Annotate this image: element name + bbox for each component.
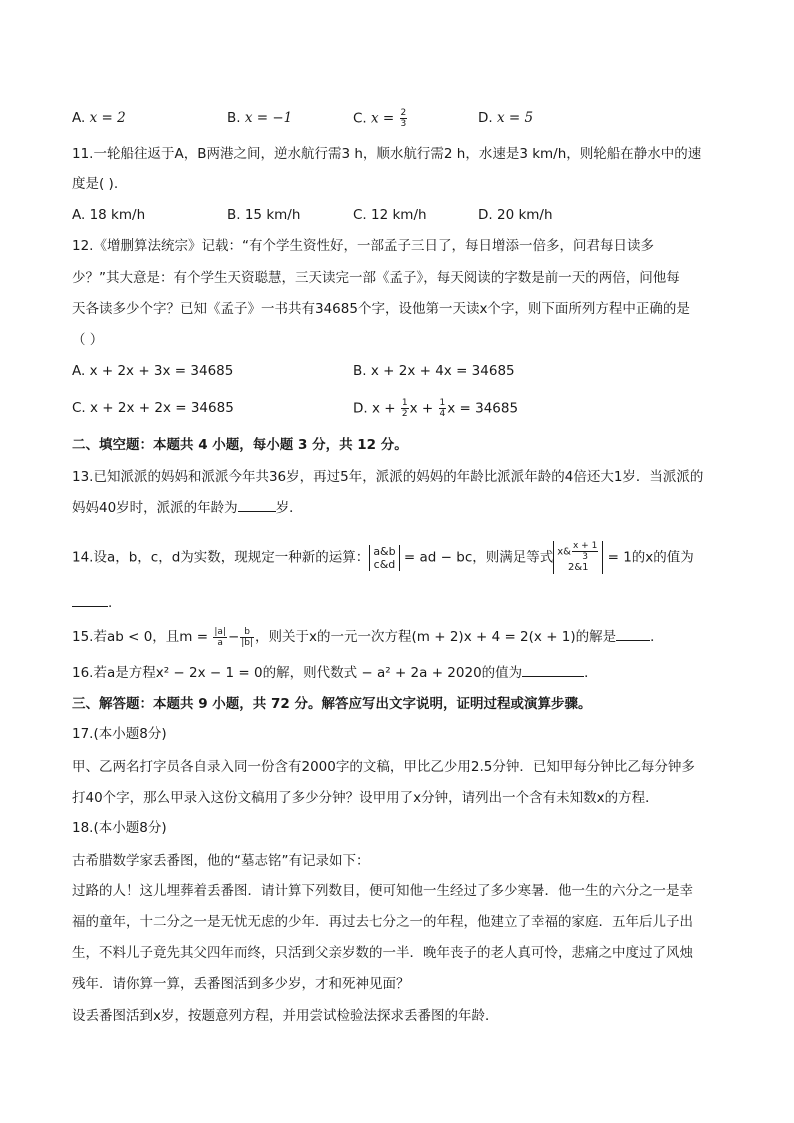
answer-blank xyxy=(616,626,650,641)
q10-option-b: B. x = −1 xyxy=(227,110,293,126)
q10-option-d: D. x = 5 xyxy=(478,110,534,126)
q14-stem-line1: 14.设a，b，c，d为实数，现规定一种新的运算： a&b c&d = ad − bc，则满足等式 x& $\frac{x + 1}{3}$ 2&1 = 1的x的值为 xyxy=(72,541,694,573)
determinant: x& $\frac{x + 1}{3}$ 2&1 xyxy=(553,541,603,574)
q14-stem-line2: . xyxy=(72,592,112,613)
fraction: $\frac{x + 1}{3}$ xyxy=(572,541,598,562)
q11-option-c: C. 12 km/h xyxy=(353,207,427,223)
q10-option-c: C. x = $\frac{2}{3}$ xyxy=(353,108,407,129)
q18-stem-line1: 古希腊数学家丢番图，他的“墓志铭”有记录如下： xyxy=(72,853,370,869)
section-2-heading: 二、填空题：本题共 4 小题，每小题 3 分，共 12 分。 xyxy=(72,437,408,453)
q17-stem-line2: 打40个字，那么甲录入这份文稿用了多少分钟？设甲用了x分钟，请列出一个含有未知数x的方程． xyxy=(72,790,659,806)
q15-stem: 15.若ab < 0，且m = $\frac{|a|}{a}$ − $\frac{b}{|b|}$ ，则关于x的一元一次方程(m + 2)x + 4 = 2(x + 1)的解是 ． xyxy=(72,626,664,648)
fraction: $\frac{1}{2}$ xyxy=(401,398,408,419)
answer-blank xyxy=(72,592,108,607)
q18-stem-line5: 残年．请你算一算，丢番图活到多少岁，才和死神见面？ xyxy=(72,976,410,992)
fraction: $\frac{|a|}{a}$ xyxy=(214,626,226,648)
q11-stem-line1: 11.一轮船往返于A，B两港之间，逆水航行需3 h，顺水航行需2 h，水速是3 km/h，则轮船在静水中的速 xyxy=(72,146,702,162)
q12-option-c: C. x + 2x + 2x = 34685 xyxy=(72,400,234,416)
q17-header: 17.(本小题8分) xyxy=(72,726,167,742)
q18-stem-line2: 过路的人！这儿埋葬着丢番图．请计算下列数目，便可知他一生经过了多少寒暑．他一生的六分之一是幸 xyxy=(72,883,693,899)
q12-stem-line1: 12.《增删算法统宗》记载：“有个学生资性好，一部孟子三日了，每日增添一倍多，问君每日读多 xyxy=(72,238,654,254)
q11-option-b: B. 15 km/h xyxy=(227,207,301,223)
q10-option-a: A. x = 2 xyxy=(72,110,126,126)
q16-stem: 16.若a是方程x² − 2x − 1 = 0的解，则代数式 − a² + 2a + 2020的值为 ． xyxy=(72,662,598,683)
q18-stem-line3: 福的童年，十二分之一是无忧无虑的少年．再过去七分之一的年程，他建立了幸福的家庭．五年后儿子出 xyxy=(72,914,693,930)
q13-stem-line2: 妈妈40岁时，派派的年龄为 岁． xyxy=(72,497,303,518)
determinant: a&b c&d xyxy=(369,545,399,571)
q18-stem-line4: 生，不料儿子竟先其父四年而终，只活到父亲岁数的一半．晚年丧子的老人真可怜，悲痛之中度过了风烛 xyxy=(72,945,693,961)
section-3-heading: 三、解答题：本题共 9 小题，共 72 分。解答应写出文字说明，证明过程或演算步骤。 xyxy=(72,696,592,712)
q12-option-b: B. x + 2x + 4x = 34685 xyxy=(353,363,515,379)
answer-blank xyxy=(238,497,276,512)
q18-stem-line6: 设丢番图活到x岁，按题意列方程，并用尝试检验法探求丢番图的年龄． xyxy=(72,1008,499,1024)
q11-option-a: A. 18 km/h xyxy=(72,207,146,223)
fraction: $\frac{b}{|b|}$ xyxy=(241,626,254,648)
q17-stem-line1: 甲、乙两名打字员各自录入同一份含有2000字的文稿，甲比乙少用2.5分钟．已知甲每分钟比乙每分钟多 xyxy=(72,759,695,775)
q12-stem-line3: 天各读多少个字？已知《孟子》一书共有34685个字，设他第一天读x个字，则下面所列方程中正确的是 xyxy=(72,301,690,317)
q18-header: 18.(本小题8分) xyxy=(72,820,167,836)
q12-option-d: D. x + $\frac{1}{2}$ x + $\frac{1}{4}$ x = 34685 xyxy=(353,398,519,419)
fraction: $\frac{2}{3}$ xyxy=(400,108,407,129)
fraction: $\frac{1}{4}$ xyxy=(439,398,446,419)
answer-blank xyxy=(522,662,584,677)
q12-option-a: A. x + 2x + 3x = 34685 xyxy=(72,363,234,379)
q12-stem-line4: （ ） xyxy=(72,332,104,348)
q11-option-d: D. 20 km/h xyxy=(478,207,553,223)
q13-stem-line1: 13.已知派派的妈妈和派派今年共36岁，再过5年，派派的妈妈的年龄比派派年龄的4倍还大1岁．当派派的 xyxy=(72,469,704,485)
q12-stem-line2: 少？”其大意是：有个学生天资聪慧，三天读完一部《孟子》，每天阅读的字数是前一天的两倍，问他每 xyxy=(72,270,680,286)
q11-stem-line2: 度是( ). xyxy=(72,176,119,192)
